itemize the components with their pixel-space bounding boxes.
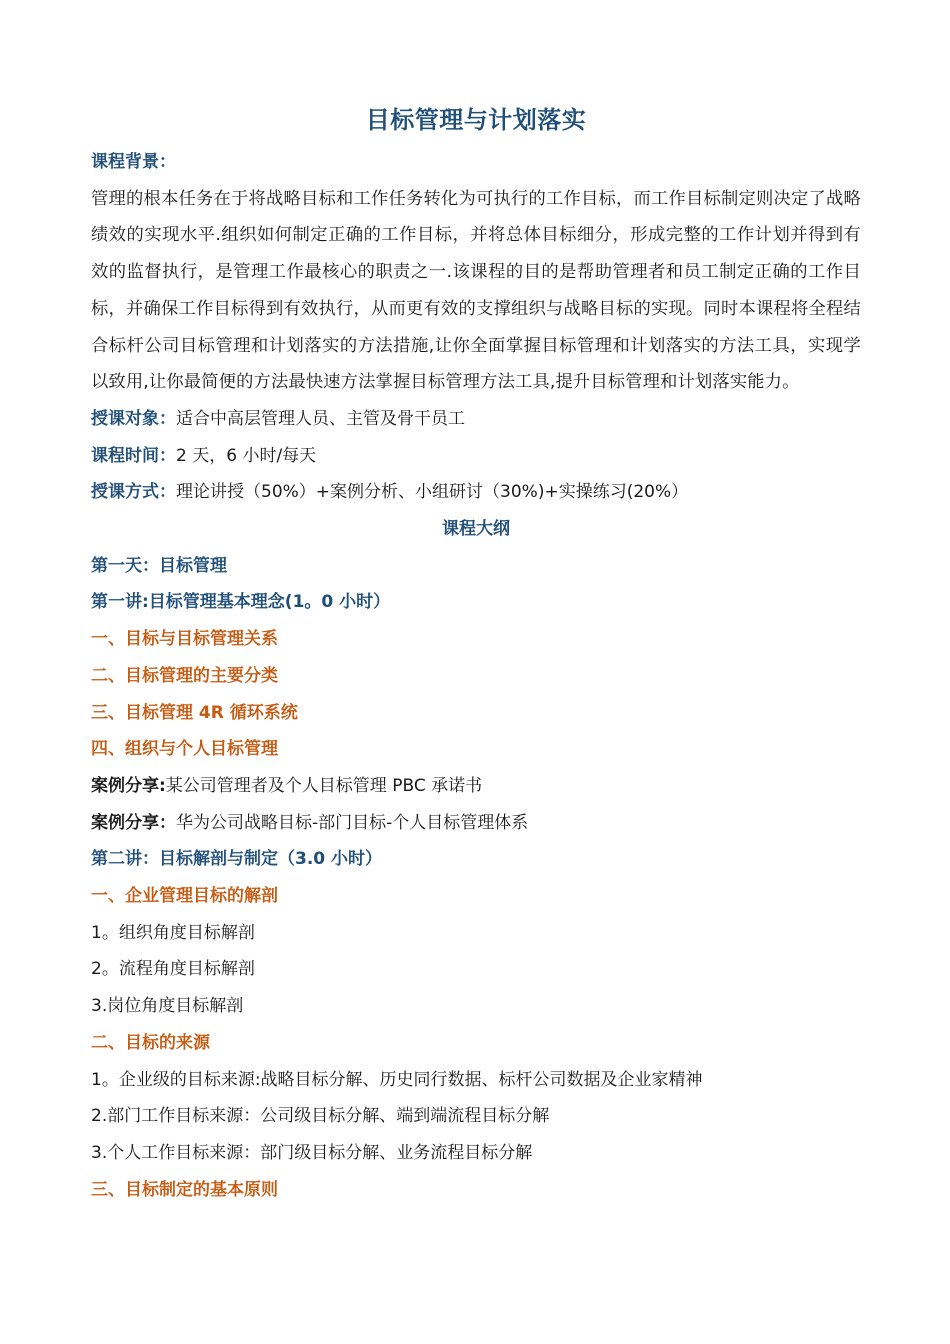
duration-line [91, 438, 861, 475]
section-heading: 一、企业管理目标的解剖 [91, 886, 278, 907]
section-heading: 三、目标制定的基本原则 [91, 1179, 278, 1200]
lecture1-item: 四、组织与个人目标管理 [91, 739, 278, 760]
section-item: 1。组织角度目标解剖 [91, 922, 255, 943]
lecture1-item: 三、目标管理 4R 循环系统 [91, 702, 298, 723]
lecture2-title: 第二讲：目标解剖与制定（3.0 小时） [91, 849, 383, 870]
case-text: 华为公司战略目标-部门目标-个人目标管理体系 [176, 812, 529, 833]
outline-heading: 课程大纲 [442, 519, 510, 540]
method-label: 授课方式： [91, 482, 176, 503]
duration-value: 2 天，6 小时/每天 [176, 445, 317, 466]
case-label: 案例分享: [91, 775, 166, 796]
case-label: 案例分享： [91, 812, 176, 833]
audience-value: 适合中高层管理人员、主管及骨干员工 [176, 408, 465, 429]
case-line [91, 805, 861, 842]
section-item: 3.岗位角度目标解剖 [91, 996, 244, 1017]
method-value: 理论讲授（50%）+案例分析、小组研讨（30%)+实操练习(20%） [176, 482, 689, 503]
method-line [91, 474, 861, 511]
lecture1-item: 二、目标管理的主要分类 [91, 665, 278, 686]
duration-label: 课程时间： [91, 445, 176, 466]
background-label: 课程背景： [91, 152, 176, 172]
day1-heading: 第一天：目标管理 [91, 555, 227, 576]
case-text: 某公司管理者及个人目标管理 PBC 承诺书 [165, 775, 483, 796]
lecture1-title: 第一讲:目标管理基本理念(1。0 小时） [91, 592, 391, 613]
section-item: 3.个人工作目标来源：部门级目标分解、业务流程目标分解 [91, 1142, 533, 1163]
section-item: 2.部门工作目标来源：公司级目标分解、端到端流程目标分解 [91, 1106, 550, 1127]
case-line [91, 768, 861, 805]
background-text: 管理的根本任务在于将战略目标和工作任务转化为可执行的工作目标，而工作目标制定则决定了战略绩效的实现水平.组织如何制定正确的工作目标，并将总体目标细分，形成完整的工作计划并得到有效的监督执行，是管理工作最核心的职责之一.该课程的目的是帮助管理者和员工制定正确的工作目标，并确保工作目标得到有效执行，从而更有效的支撑组织与战略目标的实现。同时本课程将全程结合标杆公司目标管理和计划落实的方法措施,让你全面掌握目标管理和计划落实的方法工具，实现学以致用,让你最简便的方法最快速方法掌握目标管理方法工具,提升目标管理和计划落实能力。 [91, 188, 861, 393]
section-heading: 二、目标的来源 [91, 1032, 210, 1053]
document-page [91, 96, 861, 1208]
section-item: 2。流程角度目标解剖 [91, 959, 255, 980]
lecture1-item: 一、目标与目标管理关系 [91, 629, 278, 650]
section-item: 1。企业级的目标来源:战略目标分解、历史同行数据、标杆公司数据及企业家精神 [91, 1069, 703, 1090]
document-title: 目标管理与计划落实 [365, 106, 587, 134]
audience-line [91, 401, 861, 438]
audience-label: 授课对象： [91, 408, 176, 429]
